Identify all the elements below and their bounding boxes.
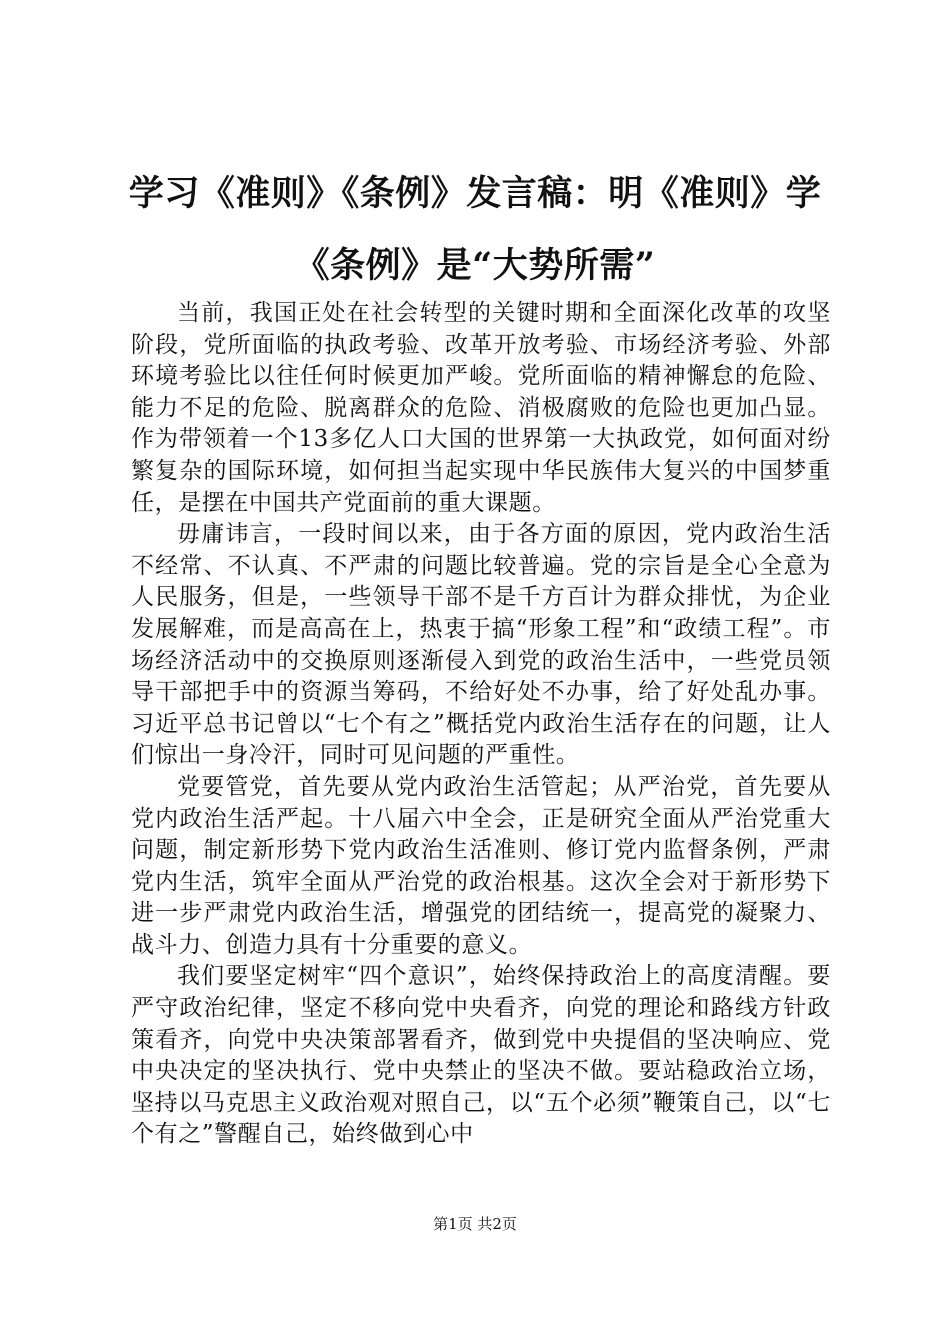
page-number-footer: 第1页 共2页 bbox=[433, 1215, 517, 1233]
paragraph-3: 党要管党，首先要从党内政治生活管起；从严治党，首先要从党内政治生活严起。十八届六中全会，正是研究全面从严治党重大问题，制定新形势下党内政治生活准则、修订党内监督条例，严肃党内生活，筑牢全面从严治党的政治根基。这次全会对于新形势下进一步严肃党内政治生活，增强党的团结统一，提高党的凝聚力、战斗力、创造力具有十分重要的意义。 bbox=[131, 773, 831, 958]
paragraph-2: 毋庸讳言，一段时间以来，由于各方面的原因，党内政治生活不经常、不认真、不严肃的问题比较普遍。党的宗旨是全心全意为人民服务，但是，一些领导干部不是千方百计为群众排忧，为企业发展解难，而是高高在上，热衷于搞“形象工程”和“政绩工程”。市场经济活动中的交换原则逐渐侵入到党的政治生活中，一些党员领导干部把手中的资源当筹码，不给好处不办事，给了好处乱办事。习近平总书记曾以“七个有之”概括党内政治生活存在的问题，让人们惊出一身冷汗，同时可见问题的严重性。 bbox=[131, 521, 831, 769]
title-line-2: 《条例》是“大势所需” bbox=[294, 245, 656, 286]
paragraph-4: 我们要坚定树牢“四个意识”，始终保持政治上的高度清醒。要严守政治纪律，坚定不移向党中央看齐，向党的理论和路线方针政策看齐，向党中央决策部署看齐，做到党中央提倡的坚决响应、党中央决定的坚决执行、党中央禁止的坚决不做。要站稳政治立场，坚持以马克思主义政治观对照自己，以“五个必须”鞭策自己，以“七个有之”警醒自己，始终做到心中 bbox=[131, 963, 831, 1148]
title-line-1: 学习《准则》《条例》发言稿：明《准则》学 bbox=[128, 173, 822, 214]
document-title bbox=[100, 158, 850, 302]
document-body bbox=[131, 298, 831, 1151]
paragraph-1: 当前，我国正处在社会转型的关键时期和全面深化改革的攻坚阶段，党所面临的执政考验、改革开放考验、市场经济考验、外部环境考验比以往任何时候更加严峻。党所面临的精神懈怠的危险、能力不足的危险、脱离群众的危险、消极腐败的危险也更加凸显。作为带领着一个13多亿人口大国的世界第一大执政党，如何面对纷繁复杂的国际环境，如何担当起实现中华民族伟大复兴的中国梦重任，是摆在中国共产党面前的重大课题。 bbox=[131, 300, 831, 516]
